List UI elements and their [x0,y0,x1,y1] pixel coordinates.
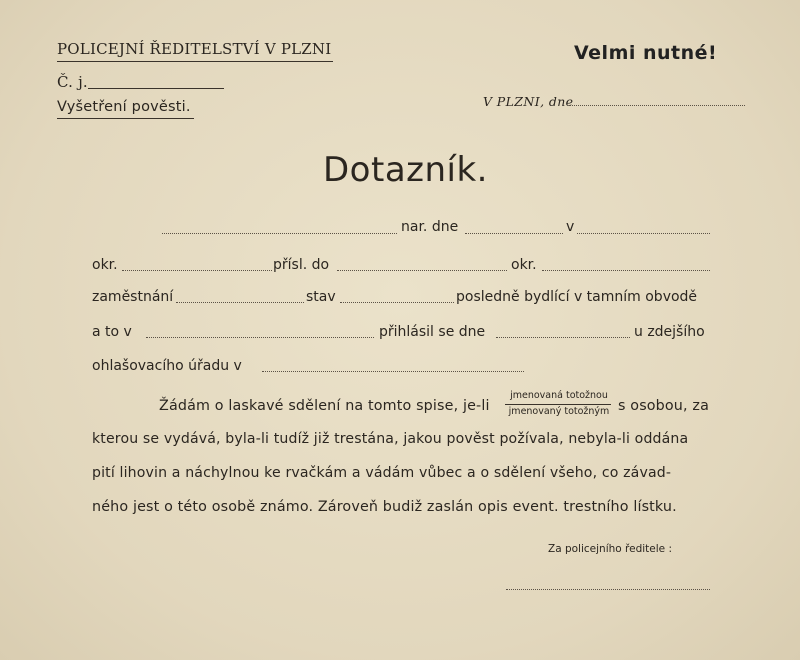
request-line2: kterou se vydává, byla-li tudíž již trestána, jakou pověst požívala, nebyla-li oddána [92,431,689,447]
district-field[interactable] [122,270,272,271]
date-field[interactable] [569,105,745,106]
office-label: ohlašovacího úřadu v [92,358,242,374]
birthplace-label: v [566,219,575,235]
status-label: stav [306,289,336,305]
status-field[interactable] [340,302,454,303]
and-to-label: a to v [92,324,132,340]
birth-date-field[interactable] [465,233,563,234]
residence-field[interactable] [146,337,374,338]
office-heading: POLICEJNÍ ŘEDITELSTVÍ V PLZNI [57,40,332,58]
fraction-bottom: jmenovaný totožným [508,406,610,417]
reference-label: Č. j. [57,73,88,91]
local-label: u zdejšího [634,324,705,340]
page-title: Dotazník. [323,150,488,190]
employment-label: zaměstnání [92,289,174,305]
reference-field[interactable] [88,88,224,89]
district2-field[interactable] [542,270,710,271]
fraction-line [505,404,611,405]
office-underline [57,61,333,62]
born-label: nar. dne [401,219,459,235]
last-residence-label: posledně bydlící v tamním obvodě [456,289,698,305]
district-label: okr. [92,257,118,273]
urgent-stamp: Velmi nutné! [574,42,718,64]
registered-date-field[interactable] [496,337,630,338]
subject-label: Vyšetření pověsti. [57,99,191,115]
request-line1-end: s osobou, za [618,398,709,414]
belongs-label: přísl. do [273,257,330,273]
request-line4: ného jest o této osobě známo. Zároveň budiž zaslán opis event. trestního lístku. [92,499,677,515]
request-line1-start: Žádám o laskavé sdělení na tomto spise, je-li [159,398,490,414]
office-field[interactable] [262,371,524,372]
name-field[interactable] [162,233,397,234]
birthplace-field[interactable] [577,233,710,234]
subject-underline [57,118,194,119]
employment-field[interactable] [176,302,304,303]
fraction-top: jmenovaná totožnou [510,390,608,401]
district2-label: okr. [511,257,537,273]
belongs-field[interactable] [337,270,507,271]
place-date-label: V PLZNI, dne [483,94,574,109]
signature-label: Za policejního ředitele : [548,543,672,555]
request-line3: pití lihovin a náchylnou ke rvačkám a vádám vůbec a o sdělení všeho, co závad- [92,465,672,481]
registered-label: přihlásil se dne [379,324,486,340]
signature-field[interactable] [506,589,710,590]
